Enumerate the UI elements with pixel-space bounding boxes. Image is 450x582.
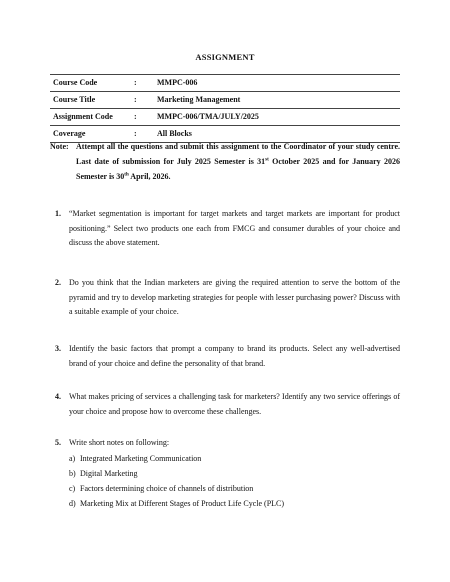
submission-note [50, 139, 400, 184]
question-text: “Market segmentation is important for target markets and target markets are important for product positioning.” Select two products one each from FMCG and consumer durables of your choice and discuss the above statement. [69, 209, 400, 247]
info-colon: : [134, 112, 137, 121]
question-number: 3. [55, 344, 61, 353]
info-row-assignment-code [50, 109, 400, 126]
info-label: Course Title [53, 95, 96, 104]
short-note-text: Factors determining choice of channels of distribution [80, 483, 254, 493]
info-row-course-code [50, 75, 400, 92]
short-note-label: b) [69, 468, 76, 478]
note-label: Note: [50, 142, 69, 151]
short-note-item [69, 466, 400, 481]
short-note-item [69, 481, 400, 496]
note-superscript: st [265, 157, 269, 163]
short-note-label: c) [69, 483, 76, 493]
info-row-course-title [50, 92, 400, 109]
short-note-text: Integrated Marketing Communication [80, 453, 202, 463]
short-note-item [69, 451, 400, 466]
question-text: Do you think that the Indian marketers are giving the required attention to serve the bottom of the pyramid and try to develop marketing strategies for people with lesser purchasing power? Discuss with a suitable example of your choice. [69, 278, 400, 316]
question-number: 4. [55, 392, 61, 401]
short-note-text: Marketing Mix at Different Stages of Product Life Cycle (PLC) [80, 498, 285, 508]
question-4 [55, 390, 400, 419]
question-number: 1. [55, 209, 61, 218]
info-value: Marketing Management [157, 95, 241, 104]
short-note-item [69, 496, 400, 511]
info-value: All Blocks [157, 129, 192, 138]
question-3 [55, 342, 400, 371]
info-colon: : [134, 78, 137, 87]
note-text [76, 139, 400, 184]
info-label: Assignment Code [53, 112, 113, 121]
info-colon: : [134, 95, 137, 104]
note-text-part: April, 2026. [128, 172, 171, 181]
course-info-table [50, 74, 400, 143]
question-text: What makes pricing of services a challenging task for marketers? Identify any two service offerings of your choice and propose how to overcome these challenges. [69, 392, 400, 416]
question-2 [55, 276, 400, 320]
short-note-label: a) [69, 453, 76, 463]
page-title: ASSIGNMENT [195, 52, 255, 62]
question-number: 5. [55, 438, 61, 447]
note-text-part: October 2025 and for January 2026 Semester is 30 [76, 157, 400, 181]
question-1 [55, 207, 400, 251]
info-label: Coverage [53, 129, 86, 138]
info-label: Course Code [53, 78, 98, 87]
question-text: Write short notes on following: [69, 438, 170, 447]
question-text: Identify the basic factors that prompt a company to brand its products. Select any well-advertised brand of your choice and define the personality of that brand. [69, 344, 400, 368]
short-note-text: Digital Marketing [80, 468, 138, 478]
short-note-label: d) [69, 498, 76, 508]
question-number: 2. [55, 278, 61, 287]
question-5 [55, 436, 400, 511]
info-value: MMPC-006/TMA/JULY/2025 [157, 112, 259, 121]
info-value: MMPC-006 [157, 78, 198, 87]
info-colon: : [134, 129, 137, 138]
note-text-part: Attempt all the questions and submit this assignment to the Coordinator of your study centre. Last date of submission for July 2025 Semester is 31 [76, 142, 400, 166]
note-superscript: th [124, 172, 129, 178]
